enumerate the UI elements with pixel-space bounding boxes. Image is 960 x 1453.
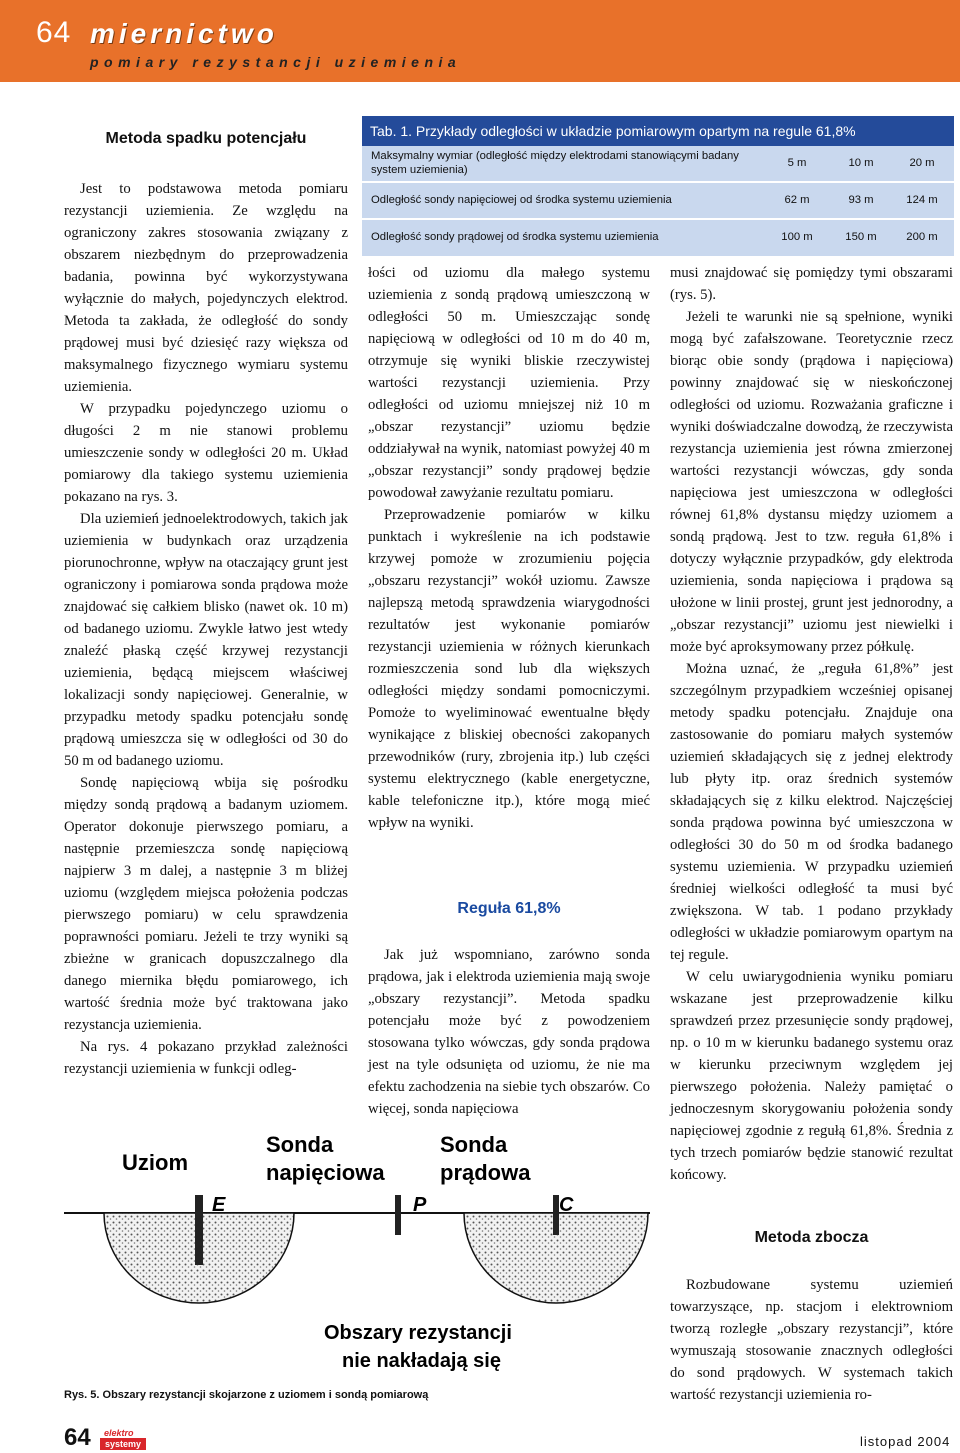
table-row [362,146,954,180]
table-cell: 10 m [848,157,874,169]
paragraph: Rozbudowane systemu uziemień towarzyszące, np. stacjom i elektrowniom tworzą rozległe „obszary rezystancji”, które wymuszają stosowanie znacznych odległości do sond prądowych. W systemach takich wartość rezystancji uziemienia ro- [670,1277,953,1403]
section-heading-slope-method: Metoda zbocza [754,1229,869,1246]
table-cell: 5 m [787,157,807,169]
table-cell: 20 m [909,157,935,169]
header-subtitle: pomiary rezystancji uziemienia [90,54,462,70]
note-areas-1: Obszary rezystancji [324,1322,512,1344]
column-2-top [368,262,650,834]
electrode-rod [195,1195,203,1265]
paragraph: Na rys. 4 pokazano przykład zależności rezystancji uziemienia w funkcji odleg- [64,1039,348,1077]
header-title: miernictwo [90,18,278,49]
paragraph: Jest to podstawowa metoda pomiaru rezystancji uziemienia. Ze względu na ograniczony zakres stosowania związany z obszarem niezbędnym do przeprowadzenia badania, powinna być wykorzystywana wyłącznie do małych, pojedynczych elektrod. Metoda ta zakłada, że odległość do sondy prądowej musi być dziesięć razy większa od maksymalnego fizycznego wymiaru systemu uziemienia. [64,181,348,395]
paragraph: Jak już wspomniano, zarówno sonda prądowa, jak i elektroda uziemienia mają swoje „obszary rezystancji”. Metoda spadku potencjału może być z powodzeniem stosowana tylko wówczas, gdy sonda prądowa jest na tyle odsunięta od uziomu, że nie ma efektu zachodzenia na siebie tych obszarów. Co więcej, sonda napięciowa [368,947,650,1117]
letter-p: P [413,1194,427,1216]
logo-bottom-text: systemy [100,1438,146,1450]
table-cell: 200 m [906,231,938,243]
paragraph: Przeprowadzenie pomiarów w kilku punktach i wykreślenie na ich podstawie krzywej pomoże w zrozumieniu pojęcia „obszaru rezystancji” wokół uziomu. Zawsze najlepszą metodą sprawdzenia wiarygodności rezultatów jest wykonanie pomiarów rezystancji uziemienia w różnych kierunkach rozmieszczenia sond lub dla większych odległości między sondami pomocniczymi. Pomoże to wyeliminować ewentualne błędy wynikające z bliskiej obecności zakopanych przewodników (rury, zbrojenia itp.) lub części systemu elektrycznego (kable energetyczne, kable telefoniczne itp.), które mogą mieć wpływ na wyniki. [368,507,650,831]
distance-table [362,116,954,256]
paragraph: łości od uziomu dla małego systemu uziemienia z sondą prądową umieszczoną w odległości 50 m. Umieszczając sondę napięciową w odległości od 10 m do 40 m, otrzymuje się wyniki bliskie rzeczywistej wartości rezystancji uziemienia. Przy odległości od uziomu mniejszej niż 10 m „obszar rezystancji” uziomu będzie oddziaływał na wynik, natomiast powyżej 40 m „obszar rezystancji” sondy prądowej będzie powodował zawyżanie rezultatu pomiaru. [368,265,650,501]
paragraph: Można uznać, że „reguła 61,8%” jest szczególnym przypadkiem wcześniej opisanej metody spadku potencjału. Znajduje ona zastosowanie do pomiaru małych systemów uziemień składających się z jednej elektrody lub płyty itp. oraz średnich systemów składających się z kilku elektrod. Najczęściej sonda prądowa powinna być umieszczona w odległości 30 do 50 m od środka badanego systemu uziemienia. W przypadku uziemień średniej wielkości odległość ta musi być zwiększona. W tab. 1 podano przykłady odległości w układzie pomiarowym opartym na tej regule. [670,661,953,963]
column-1 [64,178,348,1080]
elektrosystemy-logo [100,1428,146,1450]
paragraph: Dla uziemień jednoelektrodowych, takich jak uziemienia w budynkach oraz urządzenia piorunochronne, wpływ na otaczający grunt jest ograniczony i pomiarowa sonda prądowa może znajdować się całkiem blisko (nawet ok. 10 m) od badanego uziomu. Zwykle łatwo jest wtedy znaleźć płaską część krzywej rezystancji uziemienia, będącą miejscem właściwej lokalizacji sondy napięciowej. Generalnie, w przypadku metody spadku potencjału sondę prądową umieszcza się w odległości od 30 do 50 m od badanego uziomu. [64,511,348,769]
table-cell: 100 m [781,231,813,243]
column-3-top [670,262,953,1186]
page-header [0,0,960,82]
paragraph: Sondę napięciową wbija się pośrodku między sondą prądową a badanym uziomem. Operator dokonuje pierwszego pomiaru, a następnie przemieszcza sondę napięciową najpierw 3 m dalej, a następnie 3 m bliżej uziomu (względem miejsca położenia podczas pierwszego pomiaru) w celu sprawdzenia poprawności pomiaru. Jeżeli te trzy wyniki są zbieżne w granicach dopuszczalnego dla danego miernika błędu pomiarowego, ich wartość średnia może być traktowana jako rezystancja uziemienia. [64,775,348,1033]
table-row-label: Maksymalny wymiar (odległość między elektrodami stanowiącymi badany system uziemienia) [371,150,739,176]
section-heading-potential-drop: Metoda spadku potencjału [105,130,307,147]
table-cell: 150 m [845,231,877,243]
paragraph: musi znajdować się pomiędzy tymi obszarami (rys. 5). [670,265,953,303]
footer-date: listopad 2004 [860,1434,951,1449]
label-current-probe-1: Sonda [440,1132,508,1157]
voltage-probe-rod [395,1195,401,1235]
column-2-bottom [368,944,650,1120]
letter-c: C [559,1194,574,1216]
note-areas-2: nie nakładają się [342,1350,501,1372]
resistance-areas-diagram [64,1125,650,1383]
label-current-probe-2: prądowa [440,1160,531,1185]
figure-caption: Rys. 5. Obszary rezystancji skojarzone z uziomem i sondą pomiarową [64,1389,429,1401]
table-row [362,183,954,217]
table-row [362,220,954,254]
letter-e: E [212,1194,226,1216]
paragraph: Jeżeli te warunki nie są spełnione, wyniki mogą być zafałszowane. Teoretycznie rzecz biorąc obie sondy (prądowa i napięciowa) powinny znajdować się w nieskończonej odległości od uziomu. Rozważania graficzne i wyniki doświadczalne dowodzą, że rzeczywista rezystancja uziemienia jest równa zmierzonej wartości rezystancji wówczas, gdy sonda napięciowa jest umieszczona w odległości równej 61,8% dystansu między uziomem a sondą prądową. Jest to tzw. reguła 61,8% i dotyczy wyłącznie przypadków, gdy elektroda uziemienia, sonda napięciowa i prądowa są ułożone w linii prostej, grunt jest jednorodny, a „obszar rezystancji” uziomu jest niewielki i może być aproksymowany przez półkulę. [670,309,953,655]
table-cell: 93 m [848,194,874,206]
label-voltage-probe-1: Sonda [266,1132,334,1157]
label-electrode: Uziom [122,1150,188,1175]
footer-page-number: 64 [64,1424,91,1451]
header-page-number: 64 [36,16,72,49]
table-title: Tab. 1. Przykłady odległości w układzie pomiarowym opartym na regule 61,8% [362,116,954,146]
column-3-bottom [670,1274,953,1406]
logo-top-text: elektro [104,1428,134,1438]
table-cell: 62 m [784,194,810,206]
section-heading-rule-61-8: Reguła 61,8% [457,900,561,917]
paragraph: W celu uwiarygodnienia wyniku pomiaru wskazane jest przeprowadzenie kilku sprawdzeń przez przesunięcie sondy prądowej, np. o 10 m w kierunku badanego systemu oraz w kierunku przeciwnym względem jej pierwszego położenia. Należy pamiętać o jednoczesnym skorygowaniu położenia sondy napięciowej zgodnie z regułą 61,8%. Średnia z tych trzech pomiarów będzie stanowić rezultat końcowy. [670,969,953,1183]
paragraph: W przypadku pojedynczego uziomu o długości 2 m nie stanowi problemu umieszczenie sondy w odległości 20 m. Układ pomiarowy dla takiego systemu uziemienia pokazano na rys. 3. [64,401,348,505]
table-row-label: Odległość sondy napięciowej od środka systemu uziemienia [371,194,672,206]
label-voltage-probe-2: napięciowa [266,1160,385,1185]
table-row-label: Odległość sondy prądowej od środka systemu uziemienia [371,231,659,243]
table-cell: 124 m [906,194,938,206]
